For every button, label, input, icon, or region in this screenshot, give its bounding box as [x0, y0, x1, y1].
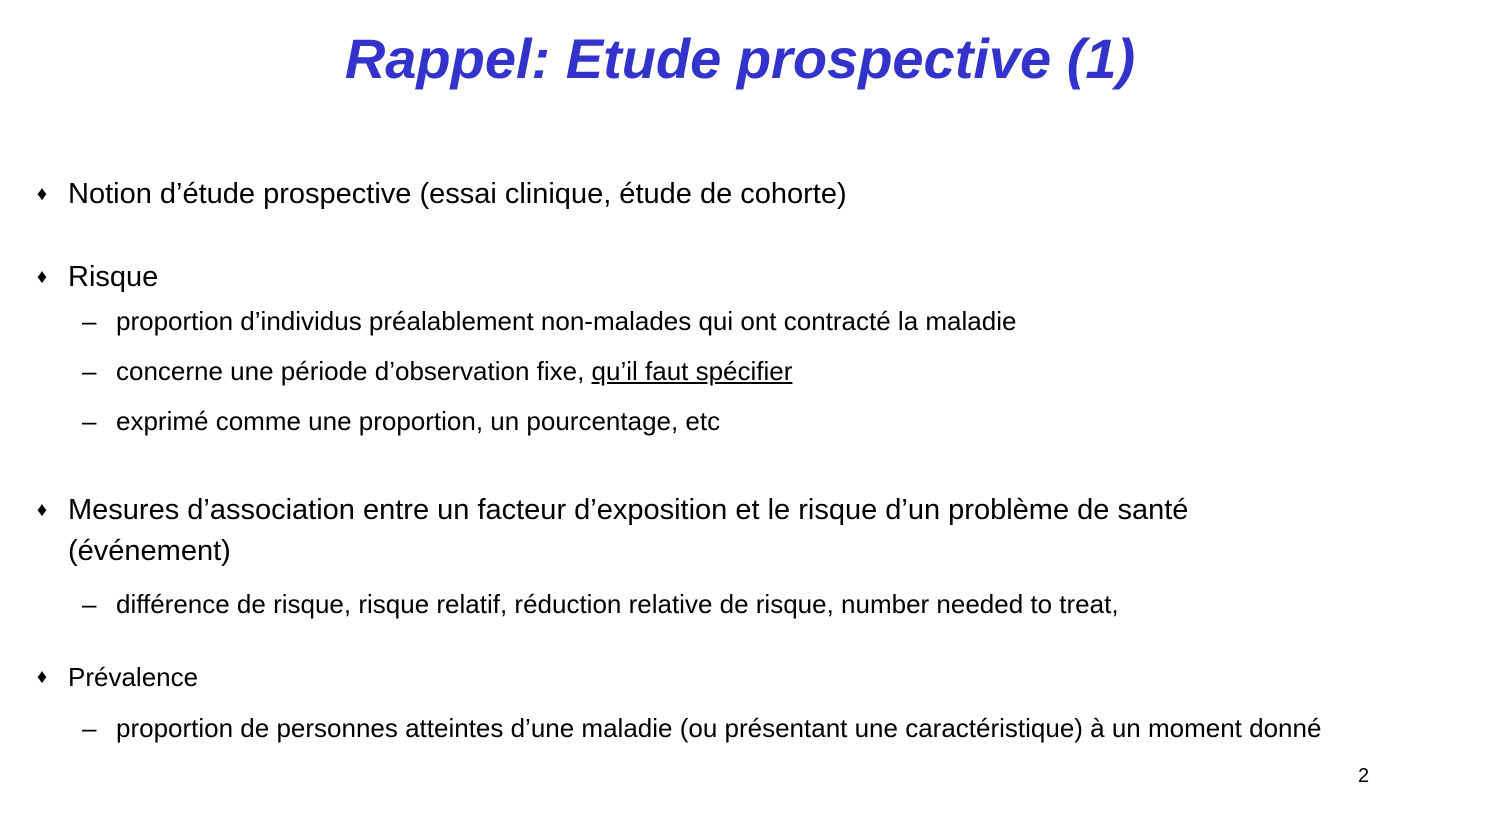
bullet-prevalence: Prévalence — [68, 662, 199, 692]
sub-dash-icon: – — [82, 406, 97, 436]
sub-mesures-list: différence de risque, risque relatif, réduction relative de risque, number needed to treat, — [116, 589, 1119, 619]
sub-dash-icon: – — [82, 713, 97, 743]
sub-risque-definition: proportion d’individus préalablement non-malades qui ont contracté la maladie — [116, 306, 1017, 336]
sub-risque-periode-underlined: qu’il faut spécifier — [591, 356, 793, 386]
bullet-diamond-icon: ♦ — [36, 266, 48, 288]
sub-dash-icon: – — [82, 356, 97, 386]
sub-dash-icon: – — [82, 306, 97, 336]
bullet-mesures-line2: (événement) — [68, 535, 231, 567]
bullet-notion: Notion d’étude prospective (essai clinique, étude de cohorte) — [68, 178, 847, 210]
bullet-diamond-icon: ♦ — [36, 499, 48, 521]
sub-risque-periode — [116, 355, 792, 387]
sub-risque-periode-text: concerne une période d’observation fixe, — [116, 356, 592, 386]
bullet-diamond-icon: ♦ — [36, 183, 48, 205]
bullet-diamond-icon: ♦ — [36, 666, 48, 688]
sub-risque-exprime: exprimé comme une proportion, un pourcentage, etc — [116, 406, 721, 436]
page-number: 2 — [1358, 765, 1370, 787]
bullet-risque: Risque — [68, 261, 159, 293]
sub-dash-icon: – — [82, 589, 97, 619]
slide-title: Rappel: Etude prospective (1) — [344, 27, 1136, 90]
sub-prevalence-definition: proportion de personnes atteintes d’une maladie (ou présentant une caractéristique) à un moment donné — [116, 713, 1322, 743]
bullet-mesures-line1: Mesures d’association entre un facteur d’exposition et le risque d’un problème de santé — [68, 494, 1189, 526]
